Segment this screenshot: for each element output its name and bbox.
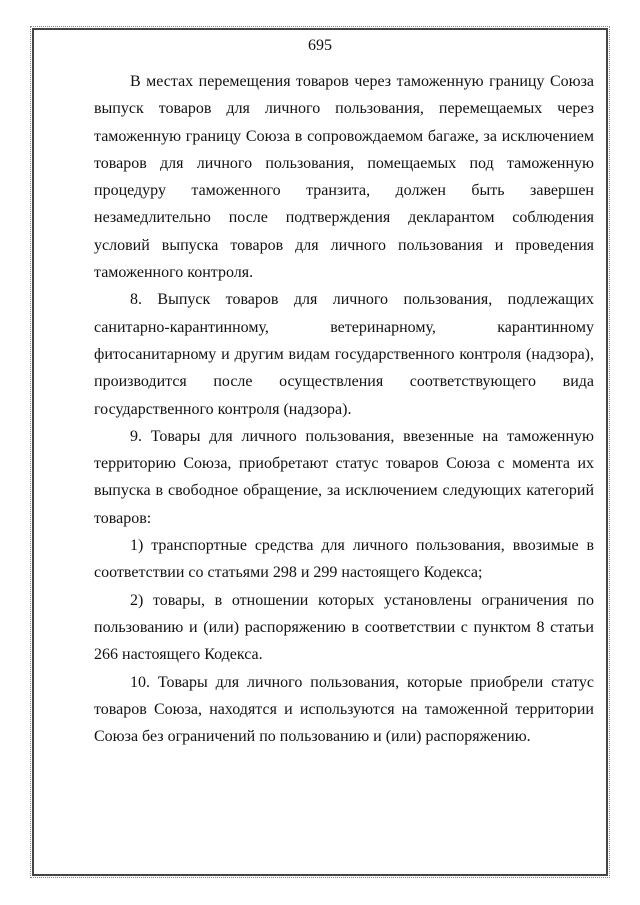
paragraph-item-9: 9. Товары для личного пользования, ввезенные на таможенную территорию Союза, приобретают статус товаров Союза с момента их выпуска в свободное обращение, за исключением следующих категорий товаров: — [94, 427, 594, 527]
document-body — [94, 68, 594, 750]
paragraph-release-at-border: В местах перемещения товаров через таможенную границу Союза выпуск товаров для личного пользования, перемещаемых через таможенную границу Союза в сопровождаемом багаже, за исключением товаров для личного пользования, помещаемых под таможенную процедуру таможенного транзита, должен быть завершен незамедлительно после подтверждения декларантом соблюдения условий выпуска товаров для личного пользования и проведения таможенного контроля. — [94, 73, 594, 282]
page-number: 695 — [308, 37, 332, 54]
paragraph-subitem-1: 1) транспортные средства для личного пользования, ввозимые в соответствии со статьями 298 и 299 настоящего Кодекса; — [94, 537, 594, 582]
paragraph-item-10: 10. Товары для личного пользования, которые приобрели статус товаров Союза, находятся и используются на таможенной территории Союза без ограничений по пользованию и (или) распоряжению. — [94, 673, 594, 746]
paragraph-item-8: 8. Выпуск товаров для личного пользования, подлежащих санитарно-карантинному, ветеринарному, карантинному фитосанитарному и другим видам государственного контроля (надзора), производится после осуществления соответствующего вида государственного контроля (надзора). — [94, 291, 594, 418]
paragraph-subitem-2: 2) товары, в отношении которых установлены ограничения по пользованию и (или) распоряжению в соответствии с пунктом 8 статьи 266 настоящего Кодекса. — [94, 591, 594, 664]
